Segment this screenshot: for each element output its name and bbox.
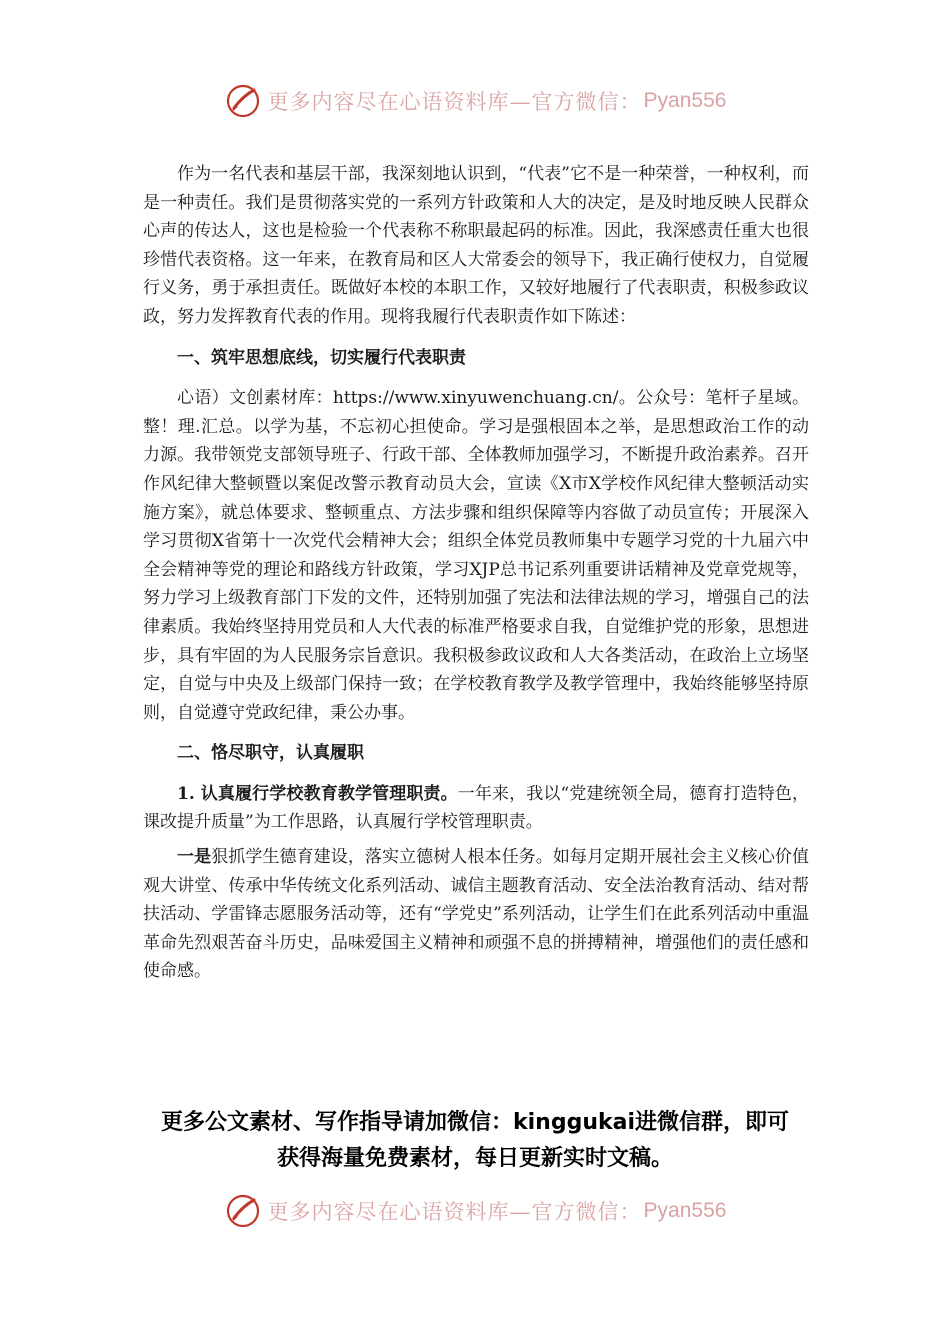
section-1-paragraph: 心语）文创素材库：https://www.xinyuwenchuang.cn/。公众号：笔杆子星域。整！理.汇总。以学为基，不忘初心担使命。学习是强根固本之举，是思想政治工作的动力源。我带领党支部领导班子、行政干部、全体教师加强学习，不断提升政治素养。召开作风纪律大整顿暨以案促改警示教育动员大会，宣读《X市X学校作风纪律大整顿活动实施方案》，就总体要求、整顿重点、方法步骤和组织保障等内容做了动员宣传；开展深入学习贯彻X省第十一次党代会精神大会；组织全体党员教师集中专题学习党的十九届六中全会精神等党的理论和路线方针政策，学习XJP总书记系列重要讲话精神及党章党规等，努力学习上级教育部门下发的文件，还特别加强了宪法和法律法规的学习，增强自己的法律素质。我始终坚持用党员和人大代表的标准严格要求自我，自觉维护党的形象，思想进步，具有牢固的为人民服务宗旨意识。我积极参政议政和人大各类活动，在政治上立场坚定，自觉与中央及上级部门保持一致；在学校教育教学及教学管理中，我始终能够坚持原则，自觉遵守党政纪律，秉公办事。 bbox=[143, 388, 809, 723]
subsection-1-text: 一年来，我以“党建统领全局，德育打造特色，课改提升质量”为工作思路，认真履行学校管理职责。 bbox=[143, 783, 809, 833]
footer-line-2: 获得海量免费素材，每日更新实时文稿。 bbox=[276, 1146, 673, 1171]
section-heading-2: 二、恪尽职守，认真履职 bbox=[177, 743, 364, 764]
pen-logo-icon bbox=[224, 1192, 262, 1230]
subsection-1-paragraph bbox=[143, 780, 809, 837]
header-banner bbox=[0, 80, 950, 122]
subsection-1-lead: 1. 认真履行学校教育教学管理职责。 bbox=[177, 783, 458, 804]
banner-wechat-id: Pyan556 bbox=[643, 89, 727, 112]
banner-text: 更多内容尽在心语资料库—官方微信： bbox=[267, 1200, 642, 1224]
point-1-lead: 一是 bbox=[177, 847, 212, 868]
point-1-text: 狠抓学生德育建设，落实立德树人根本任务。如每月定期开展社会主义核心价值观大讲堂、传承中华传统文化系列活动、诚信主题教育活动、安全法治教育活动、结对帮扶活动、学雷锋志愿服务活动等，还有“学党史”系列活动，让学生们在此系列活动中重温革命先烈艰苦奋斗历史，品味爱国主义精神和顽强不息的拼搏精神，增强他们的责任感和使命感。 bbox=[143, 847, 810, 982]
footer-banner bbox=[0, 1190, 950, 1232]
document-body bbox=[143, 160, 809, 986]
intro-paragraph: 作为一名代表和基层干部，我深刻地认识到，“代表”它不是一种荣誉，一种权利，而是一种责任。我们是贯彻落实党的一系列方针政策和人大的决定，是及时地反映人民群众心声的传达人，这也是检验一个代表称不称职最起码的标准。因此，我深感责任重大也很珍惜代表资格。这一年来，在教育局和区人大常委会的领导下，我正确行使权力，自觉履行义务，勇于承担责任。既做好本校的本职工作，又较好地履行了代表职责，积极参政议政，努力发挥教育代表的作用。现将我履行代表职责作如下陈述： bbox=[143, 164, 809, 327]
banner-text: 更多内容尽在心语资料库—官方微信： bbox=[267, 90, 642, 114]
pen-logo-icon bbox=[224, 82, 262, 120]
footer-call-to-action bbox=[100, 1105, 850, 1177]
section-heading-1: 一、筑牢思想底线，切实履行代表职责 bbox=[177, 347, 466, 368]
footer-line-1: 更多公文素材、写作指导请加微信：kinggukai进微信群，即可 bbox=[160, 1110, 789, 1135]
banner-wechat-id: Pyan556 bbox=[643, 1199, 727, 1222]
point-1-paragraph bbox=[143, 843, 809, 986]
